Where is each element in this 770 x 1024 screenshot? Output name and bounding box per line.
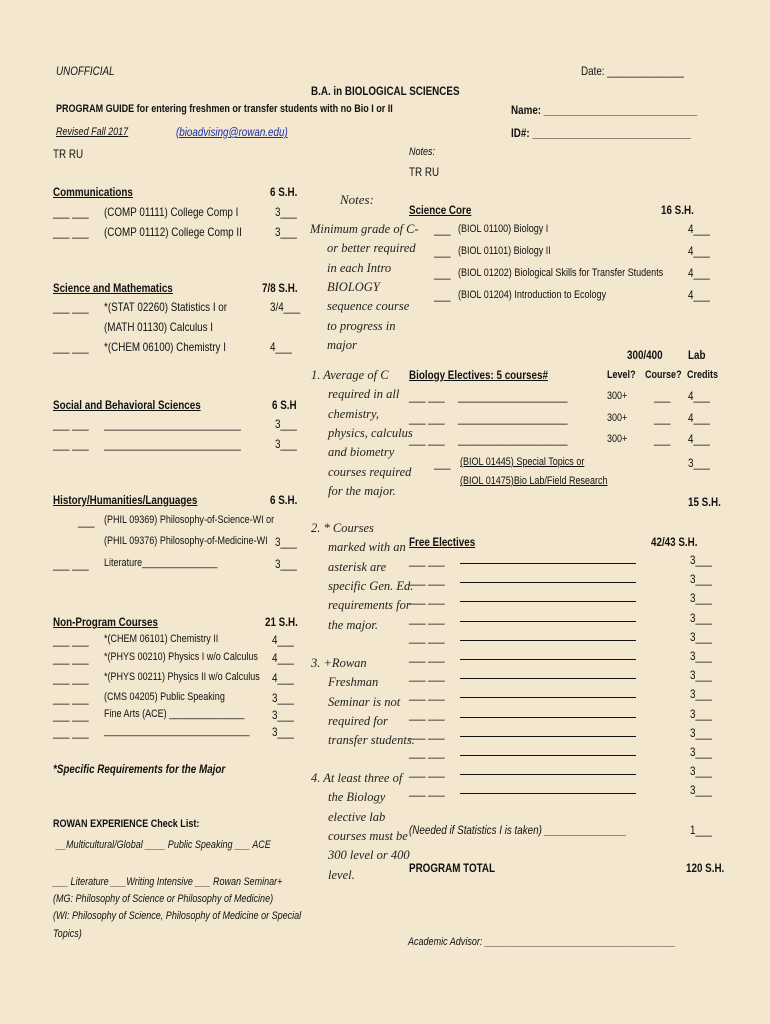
rowan-checklist-row1[interactable]: __Multicultural/Global ____ Public Speaking ___ ACE [56, 839, 271, 851]
nonprogram-credit-total: 21 S.H. [265, 615, 298, 629]
tr-ru-checkbox[interactable]: ___ ___ [409, 411, 445, 425]
biology-electives-heading: Biology Electives: 5 courses# [409, 368, 548, 382]
tr-ru-checkbox[interactable]: ___ ___ [409, 668, 445, 683]
note3-line: 3. +Rowan [311, 656, 367, 670]
note0-line: major [327, 337, 357, 352]
note0-line: Minimum grade of C- [310, 222, 419, 236]
id-field[interactable]: ID#: _____________________________ [511, 126, 692, 140]
elective-blank[interactable]: ____________________ [458, 411, 568, 425]
tr-ru-checkbox[interactable]: ___ [434, 288, 451, 302]
free-electives-credit-total: 42/43 S.H. [651, 535, 698, 549]
nonprogram-heading: Non-Program Courses [53, 615, 158, 629]
free-elective-blank[interactable] [460, 678, 636, 679]
free-elective-credit[interactable]: 3___ [690, 629, 712, 644]
note0-line: to progress in [327, 318, 396, 333]
course-entry: Fine Arts (ACE) _______________ [104, 708, 245, 720]
special-topics-course: (BIOL 01445) Special Topics or [460, 456, 585, 468]
specific-requirements-note: *Specific Requirements for the Major [53, 762, 226, 776]
tr-ru-checkbox[interactable]: ___ ___ [409, 629, 445, 644]
course-entry: *(PHYS 00211) Physics II w/o Calculus [104, 671, 260, 683]
notes-title: Notes: [340, 192, 374, 207]
course-entry: _________________________ [104, 437, 241, 451]
note2-line: 2. * Courses [311, 521, 374, 535]
free-elective-blank[interactable] [460, 774, 636, 775]
tr-ru-checkbox[interactable]: ___ ___ [53, 437, 89, 451]
elective-level: 300+ [607, 412, 628, 424]
tr-ru-checkbox[interactable]: ___ ___ [409, 610, 445, 625]
statistics-note[interactable]: (Needed if Statistics I is taken) _______________ [409, 823, 627, 837]
note1-line: and biometry [328, 445, 395, 460]
free-elective-credit[interactable]: 3___ [690, 745, 712, 759]
communications-credit-total: 6 S.H. [270, 185, 298, 199]
rowan-experience-heading: ROWAN EXPERIENCE Check List: [53, 818, 200, 830]
note2-line: requirements for [328, 598, 411, 613]
course-credit[interactable]: 4___ [272, 651, 294, 665]
course-entry: (BIOL 01100) Biology I [458, 223, 549, 235]
course-entry: *(CHEM 06100) Chemistry I [104, 340, 226, 354]
note2-line: specific Gen. Ed. [328, 578, 414, 593]
rowan-checklist-row2[interactable]: ___ Literature ___Writing Intensive ___ Rowan Seminar+ [53, 876, 283, 888]
science-core-credit-total: 16 S.H. [661, 203, 694, 217]
social-heading: Social and Behavioral Sciences [53, 398, 201, 412]
course-credit[interactable]: 3___ [275, 535, 297, 549]
tr-ru-checkbox[interactable]: ___ ___ [409, 591, 445, 606]
course-credit[interactable]: 3___ [275, 437, 297, 451]
tr-ru-checkbox[interactable]: ___ ___ [53, 205, 89, 219]
course-header: Course? [645, 369, 682, 381]
course-credit[interactable]: 3___ [275, 225, 297, 239]
tr-ru-checkbox[interactable]: ___ ___ [409, 764, 445, 779]
tr-ru-checkbox[interactable]: ___ ___ [53, 340, 89, 354]
elective-level: 300+ [607, 433, 628, 445]
tr-ru-checkbox[interactable]: ___ ___ [53, 651, 89, 665]
tr-ru-checkbox[interactable]: ___ ___ [409, 553, 445, 567]
course-credit[interactable]: 4___ [688, 288, 710, 302]
tr-ru-checkbox[interactable]: ___ ___ [53, 725, 89, 739]
elective-course-check[interactable]: ___ [654, 411, 671, 425]
free-elective-blank[interactable] [460, 601, 636, 602]
tr-ru-checkbox[interactable]: ___ ___ [53, 557, 89, 571]
credits-header: Credits [687, 369, 719, 381]
course-credit[interactable]: 4___ [270, 340, 292, 354]
note1-line: courses required [328, 464, 412, 479]
tr-ru-checkbox[interactable]: ___ ___ [53, 691, 89, 705]
free-elective-credit[interactable]: 3___ [690, 610, 712, 625]
note0-line: sequence course [327, 299, 410, 314]
note2-line: the major. [328, 617, 378, 632]
course-entry: Literature_______________ [104, 557, 218, 569]
course-entry: *(STAT 02260) Statistics I or [104, 300, 228, 314]
tr-ru-checkbox[interactable]: ___ [434, 244, 451, 258]
science_math-credit-total: 7/8 S.H. [262, 281, 298, 295]
program-total-label: PROGRAM TOTAL [409, 861, 496, 875]
course-credit[interactable]: 3___ [272, 708, 294, 722]
free-elective-credit[interactable]: 3___ [690, 725, 712, 740]
note1-line: physics, calculus [328, 425, 413, 440]
elective-blank[interactable]: ____________________ [458, 432, 568, 446]
note2-line: asterisk are [328, 559, 387, 574]
elective-level: 300+ [607, 390, 628, 402]
academic-advisor-field[interactable]: Academic Advisor: ______________________________________ [408, 936, 676, 948]
statistics-credit[interactable]: 1___ [690, 823, 712, 837]
course-credit[interactable]: 3___ [272, 691, 294, 705]
free-elective-credit[interactable]: 3___ [690, 649, 712, 663]
bio-lab-course: (BIOL 01475)Bio Lab/Field Research [460, 475, 608, 487]
free-elective-credit[interactable]: 3___ [690, 591, 712, 606]
note4-line: elective lab [328, 809, 386, 824]
course-credit[interactable]: 3/4___ [270, 300, 301, 314]
tr-ru-checkbox[interactable]: ___ ___ [53, 417, 89, 431]
course-credit[interactable]: 3___ [275, 417, 297, 431]
tr-ru-checkbox[interactable]: ___ [78, 514, 95, 528]
tr-ru-checkbox[interactable]: ___ ___ [53, 300, 89, 314]
tr-ru-checkbox[interactable]: ___ ___ [409, 783, 445, 798]
course-entry: (MATH 01130) Calculus I [104, 320, 214, 334]
program-guide-subtitle: PROGRAM GUIDE for entering freshmen or transfer students with no Bio I or II [56, 103, 393, 115]
free-elective-blank[interactable] [460, 736, 636, 737]
free-electives-heading: Free Electives [409, 535, 476, 549]
free-elective-credit[interactable]: 3___ [690, 668, 712, 683]
course-entry: (COMP 01112) College Comp II [104, 225, 242, 239]
note0-line: in each Intro [327, 260, 392, 275]
history-credit-total: 6 S.H. [270, 493, 298, 507]
program-total-value: 120 S.H. [686, 861, 725, 875]
tr-ru-checkbox[interactable]: ___ ___ [409, 432, 445, 446]
note1-line: required in all [328, 387, 400, 402]
elective-blank[interactable]: ____________________ [458, 389, 568, 403]
course-entry: (COMP 01111) College Comp I [104, 205, 239, 219]
note3-line: transfer students. [328, 733, 415, 748]
course-credit[interactable]: 4___ [688, 222, 710, 236]
course-credit[interactable]: 3___ [275, 557, 297, 571]
wi-note-line1: (WI: Philosophy of Science, Philosophy of Medicine or Special [53, 910, 302, 922]
tr-ru-checkbox[interactable]: ___ ___ [53, 671, 89, 685]
free-elective-blank[interactable] [460, 717, 636, 718]
course-entry: (BIOL 01101) Biology II [458, 245, 551, 257]
notes-label-right: Notes: [409, 146, 436, 158]
revised-date: Revised Fall 2017 [56, 126, 129, 138]
course-credit[interactable]: 4___ [688, 266, 710, 280]
tr-ru-checkbox[interactable]: ___ [434, 266, 451, 280]
course-entry: *(CHEM 06101) Chemistry II [104, 633, 219, 645]
free-elective-blank[interactable] [460, 582, 636, 583]
course-credit[interactable]: 4___ [272, 633, 294, 647]
free-elective-blank[interactable] [460, 640, 636, 641]
tr-ru-checkbox[interactable]: ___ ___ [409, 572, 445, 587]
course-entry: (PHIL 09376) Philosophy-of-Medicine-WI [104, 535, 268, 547]
tr-ru-checkbox[interactable]: ___ ___ [409, 389, 445, 403]
course-credit[interactable]: 4___ [688, 244, 710, 258]
free-elective-credit[interactable]: 3___ [690, 764, 712, 779]
science_math-heading: Science and Mathematics [53, 281, 173, 295]
tr-ru-checkbox[interactable]: ___ ___ [409, 706, 445, 721]
course-entry: (BIOL 01202) Biological Skills for Transfer Students [458, 267, 664, 279]
free-elective-credit[interactable]: 3___ [690, 553, 712, 567]
note3-line: required for [328, 713, 388, 728]
note0-line: BIOLOGY [327, 279, 380, 294]
course-entry: _________________________ [104, 417, 241, 431]
course-entry: (CMS 04205) Public Speaking [104, 691, 225, 703]
note3-line: Seminar is not [328, 694, 401, 709]
free-elective-blank[interactable] [460, 793, 636, 794]
name-field[interactable]: Name: ____________________________ [511, 103, 698, 117]
tr-ru-checkbox[interactable]: ___ ___ [409, 687, 445, 702]
elective-credit[interactable]: 4___ [688, 411, 710, 425]
note4-line: courses must be [328, 828, 408, 843]
free-elective-blank[interactable] [460, 563, 636, 564]
note3-line: Freshman [328, 675, 379, 690]
course-credit[interactable]: 3___ [275, 205, 297, 219]
free-elective-credit[interactable]: 3___ [690, 706, 712, 721]
course-entry: *(PHYS 00210) Physics I w/o Calculus [104, 651, 258, 663]
note4-line: the Biology [328, 790, 386, 805]
level-column-header: 300/400 [627, 348, 663, 362]
communications-heading: Communications [53, 185, 133, 199]
wi-note-line2: Topics) [53, 928, 82, 940]
elective-credit[interactable]: 4___ [688, 432, 710, 446]
free-elective-blank[interactable] [460, 621, 636, 622]
level-header: Level? [607, 369, 636, 381]
note4-line: level. [328, 867, 355, 882]
note4-line: 4. At least three of [311, 771, 403, 785]
note1-line: chemistry, [328, 406, 380, 421]
tr-ru-header-left: TR RU [53, 147, 84, 161]
email-link[interactable]: (bioadvising@rowan.edu) [176, 125, 288, 139]
course-entry: _____________________________ [104, 725, 250, 737]
tr-ru-checkbox[interactable]: ___ ___ [53, 225, 89, 239]
science-core-heading: Science Core [409, 203, 472, 217]
tr-ru-checkbox[interactable]: ___ ___ [53, 708, 89, 722]
course-entry: (BIOL 01204) Introduction to Ecology [458, 289, 607, 301]
tr-ru-checkbox[interactable]: ___ ___ [409, 649, 445, 663]
free-elective-credit[interactable]: 3___ [690, 783, 712, 798]
tr-ru-checkbox[interactable]: ___ [434, 222, 451, 236]
special-credit[interactable]: 3___ [688, 456, 710, 470]
page-title: B.A. in BIOLOGICAL SCIENCES [311, 84, 460, 98]
free-elective-blank[interactable] [460, 697, 636, 698]
note1-line: 1. Average of C [311, 368, 389, 382]
date-field[interactable]: Date: ______________ [581, 64, 684, 78]
tr-ru-checkbox[interactable]: ___ ___ [409, 745, 445, 759]
note1-line: for the major. [328, 483, 396, 498]
unofficial-label: UNOFFICIAL [56, 64, 115, 78]
free-elective-credit[interactable]: 3___ [690, 572, 712, 587]
free-elective-credit[interactable]: 3___ [690, 687, 712, 702]
tr-ru-checkbox[interactable]: ___ [434, 456, 451, 470]
note4-line: 300 level or 400 [328, 848, 410, 863]
free-elective-blank[interactable] [460, 755, 636, 756]
course-credit[interactable]: 4___ [272, 671, 294, 685]
elective-course-check[interactable]: ___ [654, 432, 671, 446]
tr-ru-checkbox[interactable]: ___ ___ [53, 633, 89, 647]
note2-line: marked with an [328, 540, 406, 555]
biology-electives-credit-total: 15 S.H. [688, 495, 721, 509]
tr-ru-checkbox[interactable]: ___ ___ [409, 725, 445, 740]
free-elective-blank[interactable] [460, 659, 636, 660]
elective-credit[interactable]: 4___ [688, 389, 710, 403]
note0-line: or better required [327, 241, 416, 256]
tr-ru-header-right: TR RU [409, 165, 440, 179]
lab-column-header: Lab [688, 348, 706, 362]
mg-note: (MG: Philosophy of Science or Philosophy of Medicine) [53, 893, 274, 905]
elective-course-check[interactable]: ___ [654, 389, 671, 403]
social-credit-total: 6 S.H [272, 398, 297, 412]
course-entry: (PHIL 09369) Philosophy-of-Science-WI or [104, 514, 275, 526]
course-credit[interactable]: 3___ [272, 725, 294, 739]
history-heading: History/Humanities/Languages [53, 493, 198, 507]
